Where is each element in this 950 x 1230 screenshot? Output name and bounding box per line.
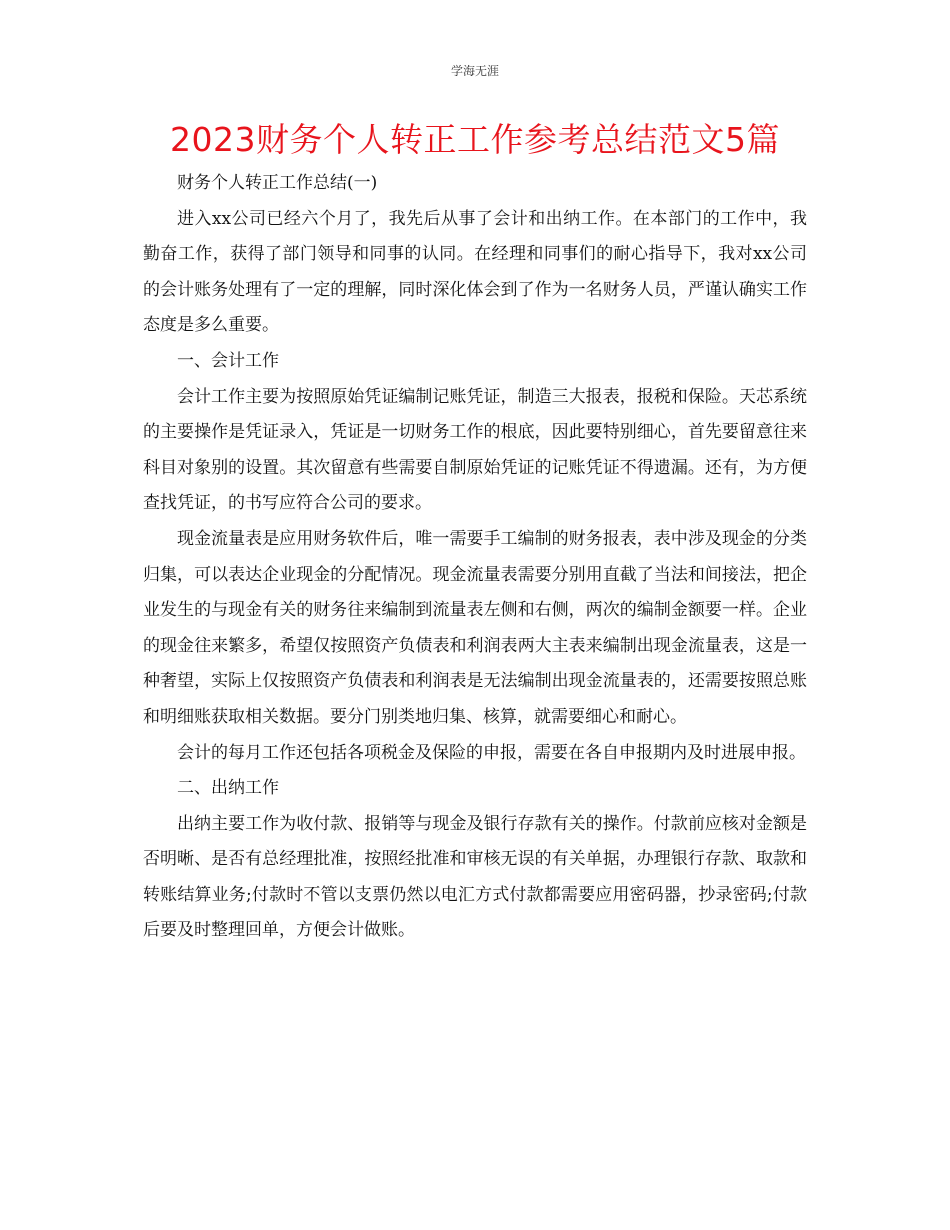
section-subtitle: 财务个人转正工作总结(一) bbox=[177, 173, 378, 193]
paragraph-cashier-work: 出纳主要工作为收付款、报销等与现金及银行存款有关的操作。付款前应核对金额是否明晰、是否有总经理批准，按照经批准和审核无误的有关单据，办理银行存款、取款和转账结算业务;付款时不管以支票仍然以电汇方式付款都需要应用密码器，抄录密码;付款后要及时整理回单，方便会计做账。 bbox=[143, 813, 807, 941]
section-heading-accounting: 一、会计工作 bbox=[177, 350, 279, 371]
document-body bbox=[143, 166, 807, 949]
section-heading-cashier: 二、出纳工作 bbox=[177, 778, 279, 799]
paragraph-accounting-work: 会计工作主要为按照原始凭证编制记账凭证，制造三大报表，报税和保险。天芯系统的主要操作是凭证录入，凭证是一切财务工作的根底，因此要特别细心，首先要留意往来科目对象别的设置。其次留意有些需要自制原始凭证的记账凭证不得遗漏。还有，为方便查找凭证，的书写应符合公司的要求。 bbox=[143, 386, 807, 514]
paragraph-cash-flow: 现金流量表是应用财务软件后，唯一需要手工编制的财务报表，表中涉及现金的分类归集，可以表达企业现金的分配情况。现金流量表需要分别用直截了当法和间接法，把企业发生的与现金有关的财务往来编制到流量表左侧和右侧，两次的编制金额要一样。企业的现金往来繁多，希望仅按照资产负债表和利润表两大主表来编制出现金流量表，这是一种奢望，实际上仅按照资产负债表和利润表是无法编制出现金流量表的，还需要按照总账和明细账获取相关数据。要分门别类地归集、核算，就需要细心和耐心。 bbox=[143, 528, 807, 727]
page-header: 学海无涯 bbox=[450, 64, 499, 78]
paragraph-intro: 进入xx公司已经六个月了，我先后从事了会计和出纳工作。在本部门的工作中，我勤奋工作，获得了部门领导和同事的认同。在经理和同事们的耐心指导下，我对xx公司的会计账务处理有了一定的理解，同时深化体会到了作为一名财务人员，严谨认确实工作态度是多么重要。 bbox=[143, 208, 807, 336]
document-title: 2023财务个人转正工作参考总结范文5篇 bbox=[170, 120, 780, 159]
paragraph-tax-declaration: 会计的每月工作还包括各项税金及保险的申报，需要在各自申报期内及时进展申报。 bbox=[177, 742, 806, 763]
